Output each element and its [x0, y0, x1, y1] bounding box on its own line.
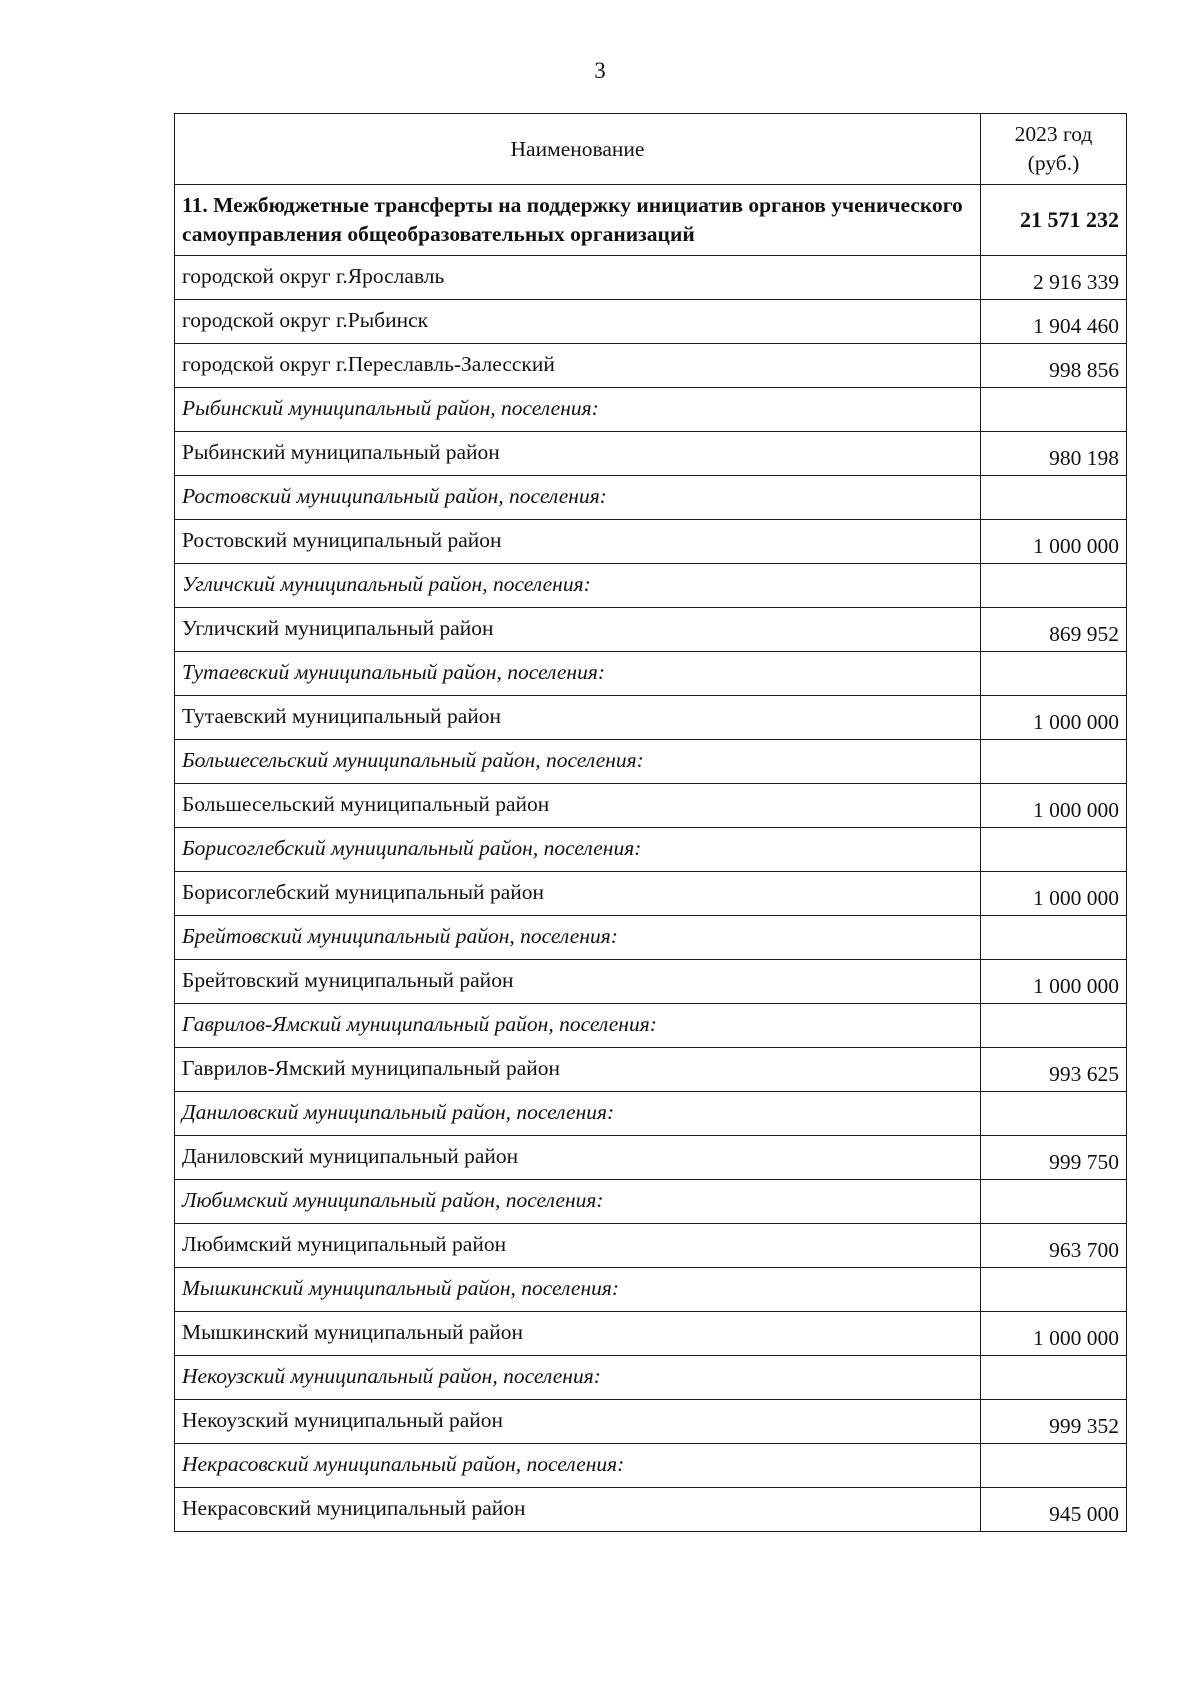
table-header-row [175, 114, 1127, 185]
row-value: 980 198 [981, 432, 1127, 476]
row-value [981, 652, 1127, 696]
table-row [175, 1400, 1127, 1444]
row-value [981, 916, 1127, 960]
column-header-year: 2023 год [1014, 122, 1093, 146]
group-heading-name: Мышкинский муниципальный район, поселения: [175, 1268, 981, 1312]
column-header-name: Наименование [175, 114, 981, 185]
row-name: Даниловский муниципальный район [175, 1136, 981, 1180]
row-value: 1 000 000 [981, 696, 1127, 740]
row-name: городской округ г.Ярославль [175, 256, 981, 300]
group-heading-name: Гаврилов-Ямский муниципальный район, поселения: [175, 1004, 981, 1048]
row-value: 1 904 460 [981, 300, 1127, 344]
table-body [175, 185, 1127, 1532]
table-row [175, 960, 1127, 1004]
row-name: Угличский муниципальный район [175, 608, 981, 652]
row-name: Любимский муниципальный район [175, 1224, 981, 1268]
row-name: Рыбинский муниципальный район [175, 432, 981, 476]
row-name: Большесельский муниципальный район [175, 784, 981, 828]
row-value [981, 828, 1127, 872]
row-name: Брейтовский муниципальный район [175, 960, 981, 1004]
row-name: Гаврилов-Ямский муниципальный район [175, 1048, 981, 1092]
table-row [175, 1312, 1127, 1356]
row-name: городской округ г.Переславль-Залесский [175, 344, 981, 388]
group-heading-row [175, 1092, 1127, 1136]
group-heading-name: Ростовский муниципальный район, поселения: [175, 476, 981, 520]
page-number: 3 [594, 58, 606, 83]
group-heading-row [175, 564, 1127, 608]
row-name: Тутаевский муниципальный район [175, 696, 981, 740]
group-heading-row [175, 916, 1127, 960]
group-heading-row [175, 1356, 1127, 1400]
table-row [175, 608, 1127, 652]
row-value: 1 000 000 [981, 872, 1127, 916]
group-heading-name: Рыбинский муниципальный район, поселения: [175, 388, 981, 432]
row-value [981, 1268, 1127, 1312]
table-row [175, 784, 1127, 828]
row-value: 998 856 [981, 344, 1127, 388]
group-heading-row [175, 1444, 1127, 1488]
row-value: 1 000 000 [981, 520, 1127, 564]
group-heading-row [175, 1004, 1127, 1048]
row-value: 963 700 [981, 1224, 1127, 1268]
row-value: 1 000 000 [981, 960, 1127, 1004]
row-value: 993 625 [981, 1048, 1127, 1092]
table-row [175, 256, 1127, 300]
column-header-value [981, 114, 1127, 185]
table-row [175, 344, 1127, 388]
row-value [981, 476, 1127, 520]
group-heading-row [175, 476, 1127, 520]
table-row [175, 1136, 1127, 1180]
row-name: Борисоглебский муниципальный район [175, 872, 981, 916]
table-row [175, 1048, 1127, 1092]
total-row [175, 185, 1127, 256]
row-name: Некоузский муниципальный район [175, 1400, 981, 1444]
row-name: Мышкинский муниципальный район [175, 1312, 981, 1356]
group-heading-name: Борисоглебский муниципальный район, поселения: [175, 828, 981, 872]
group-heading-name: Даниловский муниципальный район, поселения: [175, 1092, 981, 1136]
row-name: Ростовский муниципальный район [175, 520, 981, 564]
row-value: 999 750 [981, 1136, 1127, 1180]
group-heading-row [175, 1180, 1127, 1224]
group-heading-row [175, 828, 1127, 872]
row-value [981, 564, 1127, 608]
group-heading-name: Некоузский муниципальный район, поселения: [175, 1356, 981, 1400]
group-heading-row [175, 1268, 1127, 1312]
table-row [175, 1488, 1127, 1532]
row-value: 2 916 339 [981, 256, 1127, 300]
total-name: 11. Межбюджетные трансферты на поддержку инициатив органов ученического самоуправления общеобразовательных организаций [175, 185, 981, 256]
group-heading-row [175, 740, 1127, 784]
row-value: 999 352 [981, 1400, 1127, 1444]
row-value [981, 1180, 1127, 1224]
row-value: 869 952 [981, 608, 1127, 652]
table-row [175, 1224, 1127, 1268]
table-row [175, 872, 1127, 916]
group-heading-name: Некрасовский муниципальный район, поселения: [175, 1444, 981, 1488]
row-name: городской округ г.Рыбинск [175, 300, 981, 344]
table-row [175, 300, 1127, 344]
row-value [981, 388, 1127, 432]
group-heading-name: Большесельский муниципальный район, поселения: [175, 740, 981, 784]
group-heading-name: Брейтовский муниципальный район, поселения: [175, 916, 981, 960]
row-value: 1 000 000 [981, 784, 1127, 828]
row-name: Некрасовский муниципальный район [175, 1488, 981, 1532]
column-header-unit: (руб.) [1027, 151, 1080, 175]
group-heading-name: Угличский муниципальный район, поселения: [175, 564, 981, 608]
group-heading-row [175, 388, 1127, 432]
group-heading-name: Любимский муниципальный район, поселения: [175, 1180, 981, 1224]
budget-table [174, 113, 1127, 1532]
row-value [981, 1444, 1127, 1488]
row-value: 945 000 [981, 1488, 1127, 1532]
table-row [175, 696, 1127, 740]
row-value: 1 000 000 [981, 1312, 1127, 1356]
total-value: 21 571 232 [981, 185, 1127, 256]
table-row [175, 432, 1127, 476]
row-value [981, 1004, 1127, 1048]
row-value [981, 1092, 1127, 1136]
row-value [981, 740, 1127, 784]
group-heading-name: Тутаевский муниципальный район, поселения: [175, 652, 981, 696]
row-value [981, 1356, 1127, 1400]
group-heading-row [175, 652, 1127, 696]
table-row [175, 520, 1127, 564]
